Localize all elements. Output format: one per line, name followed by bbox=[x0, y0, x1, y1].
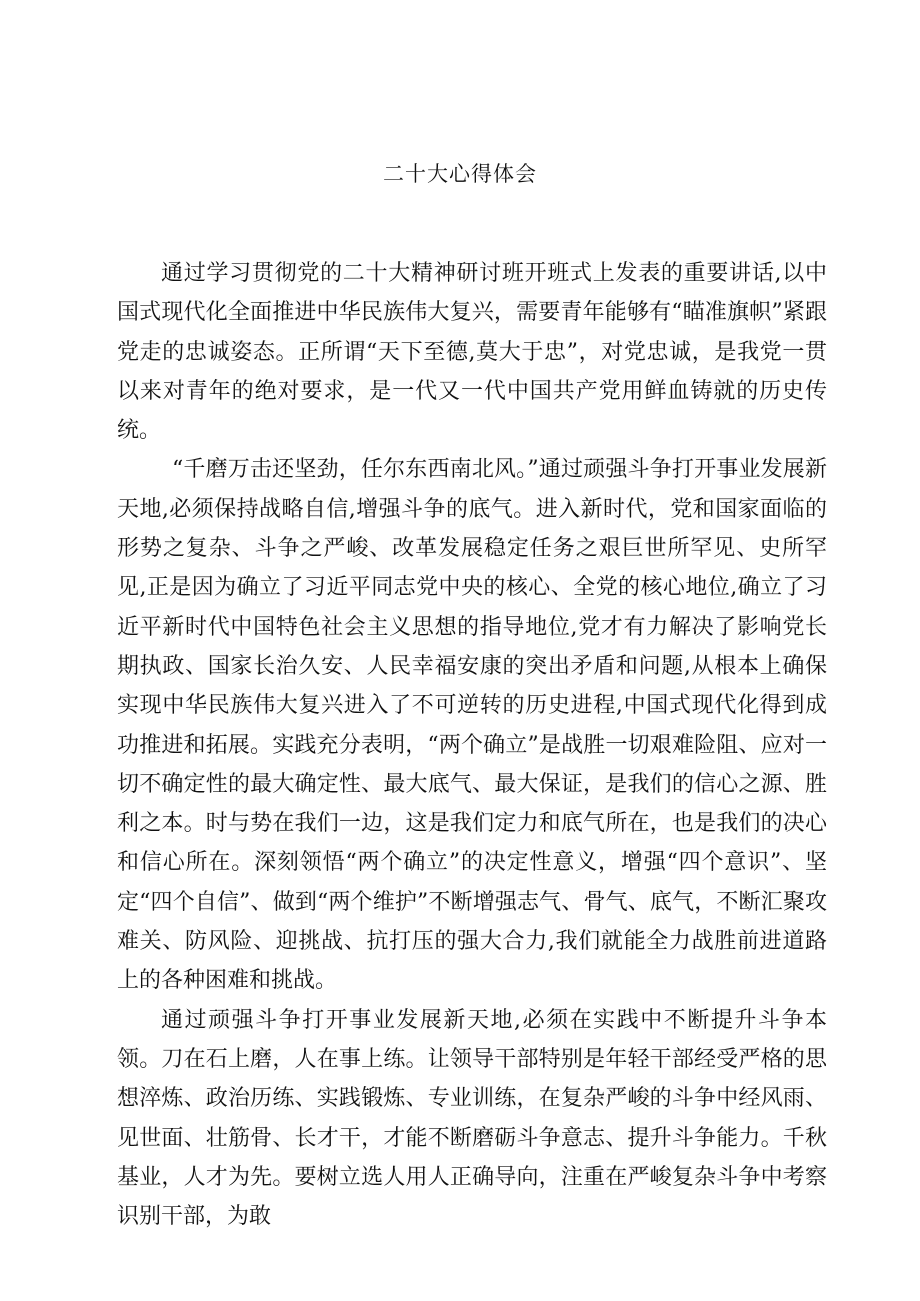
document-body bbox=[117, 254, 827, 1236]
paragraph-2: “千磨万击还坚劲，任尔东西南北风。”通过顽强斗争打开事业发展新天地,必须保持战略自信,增强斗争的底气。进入新时代，党和国家面临的形势之复杂、斗争之严峻、改革发展稳定任务之艰巨世所罕见、史所罕见,正是因为确立了习近平同志党中央的核心、全党的核心地位,确立了习近平新时代中国特色社会主义思想的指导地位,党才有力解决了影响党长期执政、国家长治久安、人民幸福安康的突出矛盾和问题,从根本上确保实现中华民族伟大复兴进入了不可逆转的历史进程,中国式现代化得到成功推进和拓展。实践充分表明，“两个确立”是战胜一切艰难险阻、应对一切不确定性的最大确定性、最大底气、最大保证，是我们的信心之源、胜利之本。时与势在我们一边，这是我们定力和底气所在，也是我们的决心和信心所在。深刻领悟“两个确立”的决定性意义，增强“四个意识”、坚定“四个自信”、做到“两个维护”不断增强志气、骨气、底气，不断汇聚攻难关、防风险、迎挑战、抗打压的强大合力,我们就能全力战胜前进道路上的各种困难和挑战。 bbox=[117, 457, 827, 994]
document-title: 二十大心得体会 bbox=[383, 162, 537, 186]
paragraph-1: 通过学习贯彻党的二十大精神研讨班开班式上发表的重要讲话,以中国式现代化全面推进中华民族伟大复兴，需要青年能够有“瞄准旗帜”紧跟党走的忠诚姿态。正所谓“天下至德,莫大于忠”，对党忠诚，是我党一贯以来对青年的绝对要求，是一代又一代中国共产党用鲜血铸就的历史传统。 bbox=[117, 261, 827, 444]
paragraph-3: 通过顽强斗争打开事业发展新天地,必须在实践中不断提升斗争本领。刀在石上磨，人在事上练。让领导干部特别是年轻干部经受严格的思想淬炼、政治历练、实践锻炼、专业训练，在复杂严峻的斗争中经风雨、见世面、壮筋骨、长才干，才能不断磨砺斗争意志、提升斗争能力。千秋基业，人才为先。要树立选人用人正确导向，注重在严峻复杂斗争中考察识别干部，为敢 bbox=[117, 1007, 827, 1230]
